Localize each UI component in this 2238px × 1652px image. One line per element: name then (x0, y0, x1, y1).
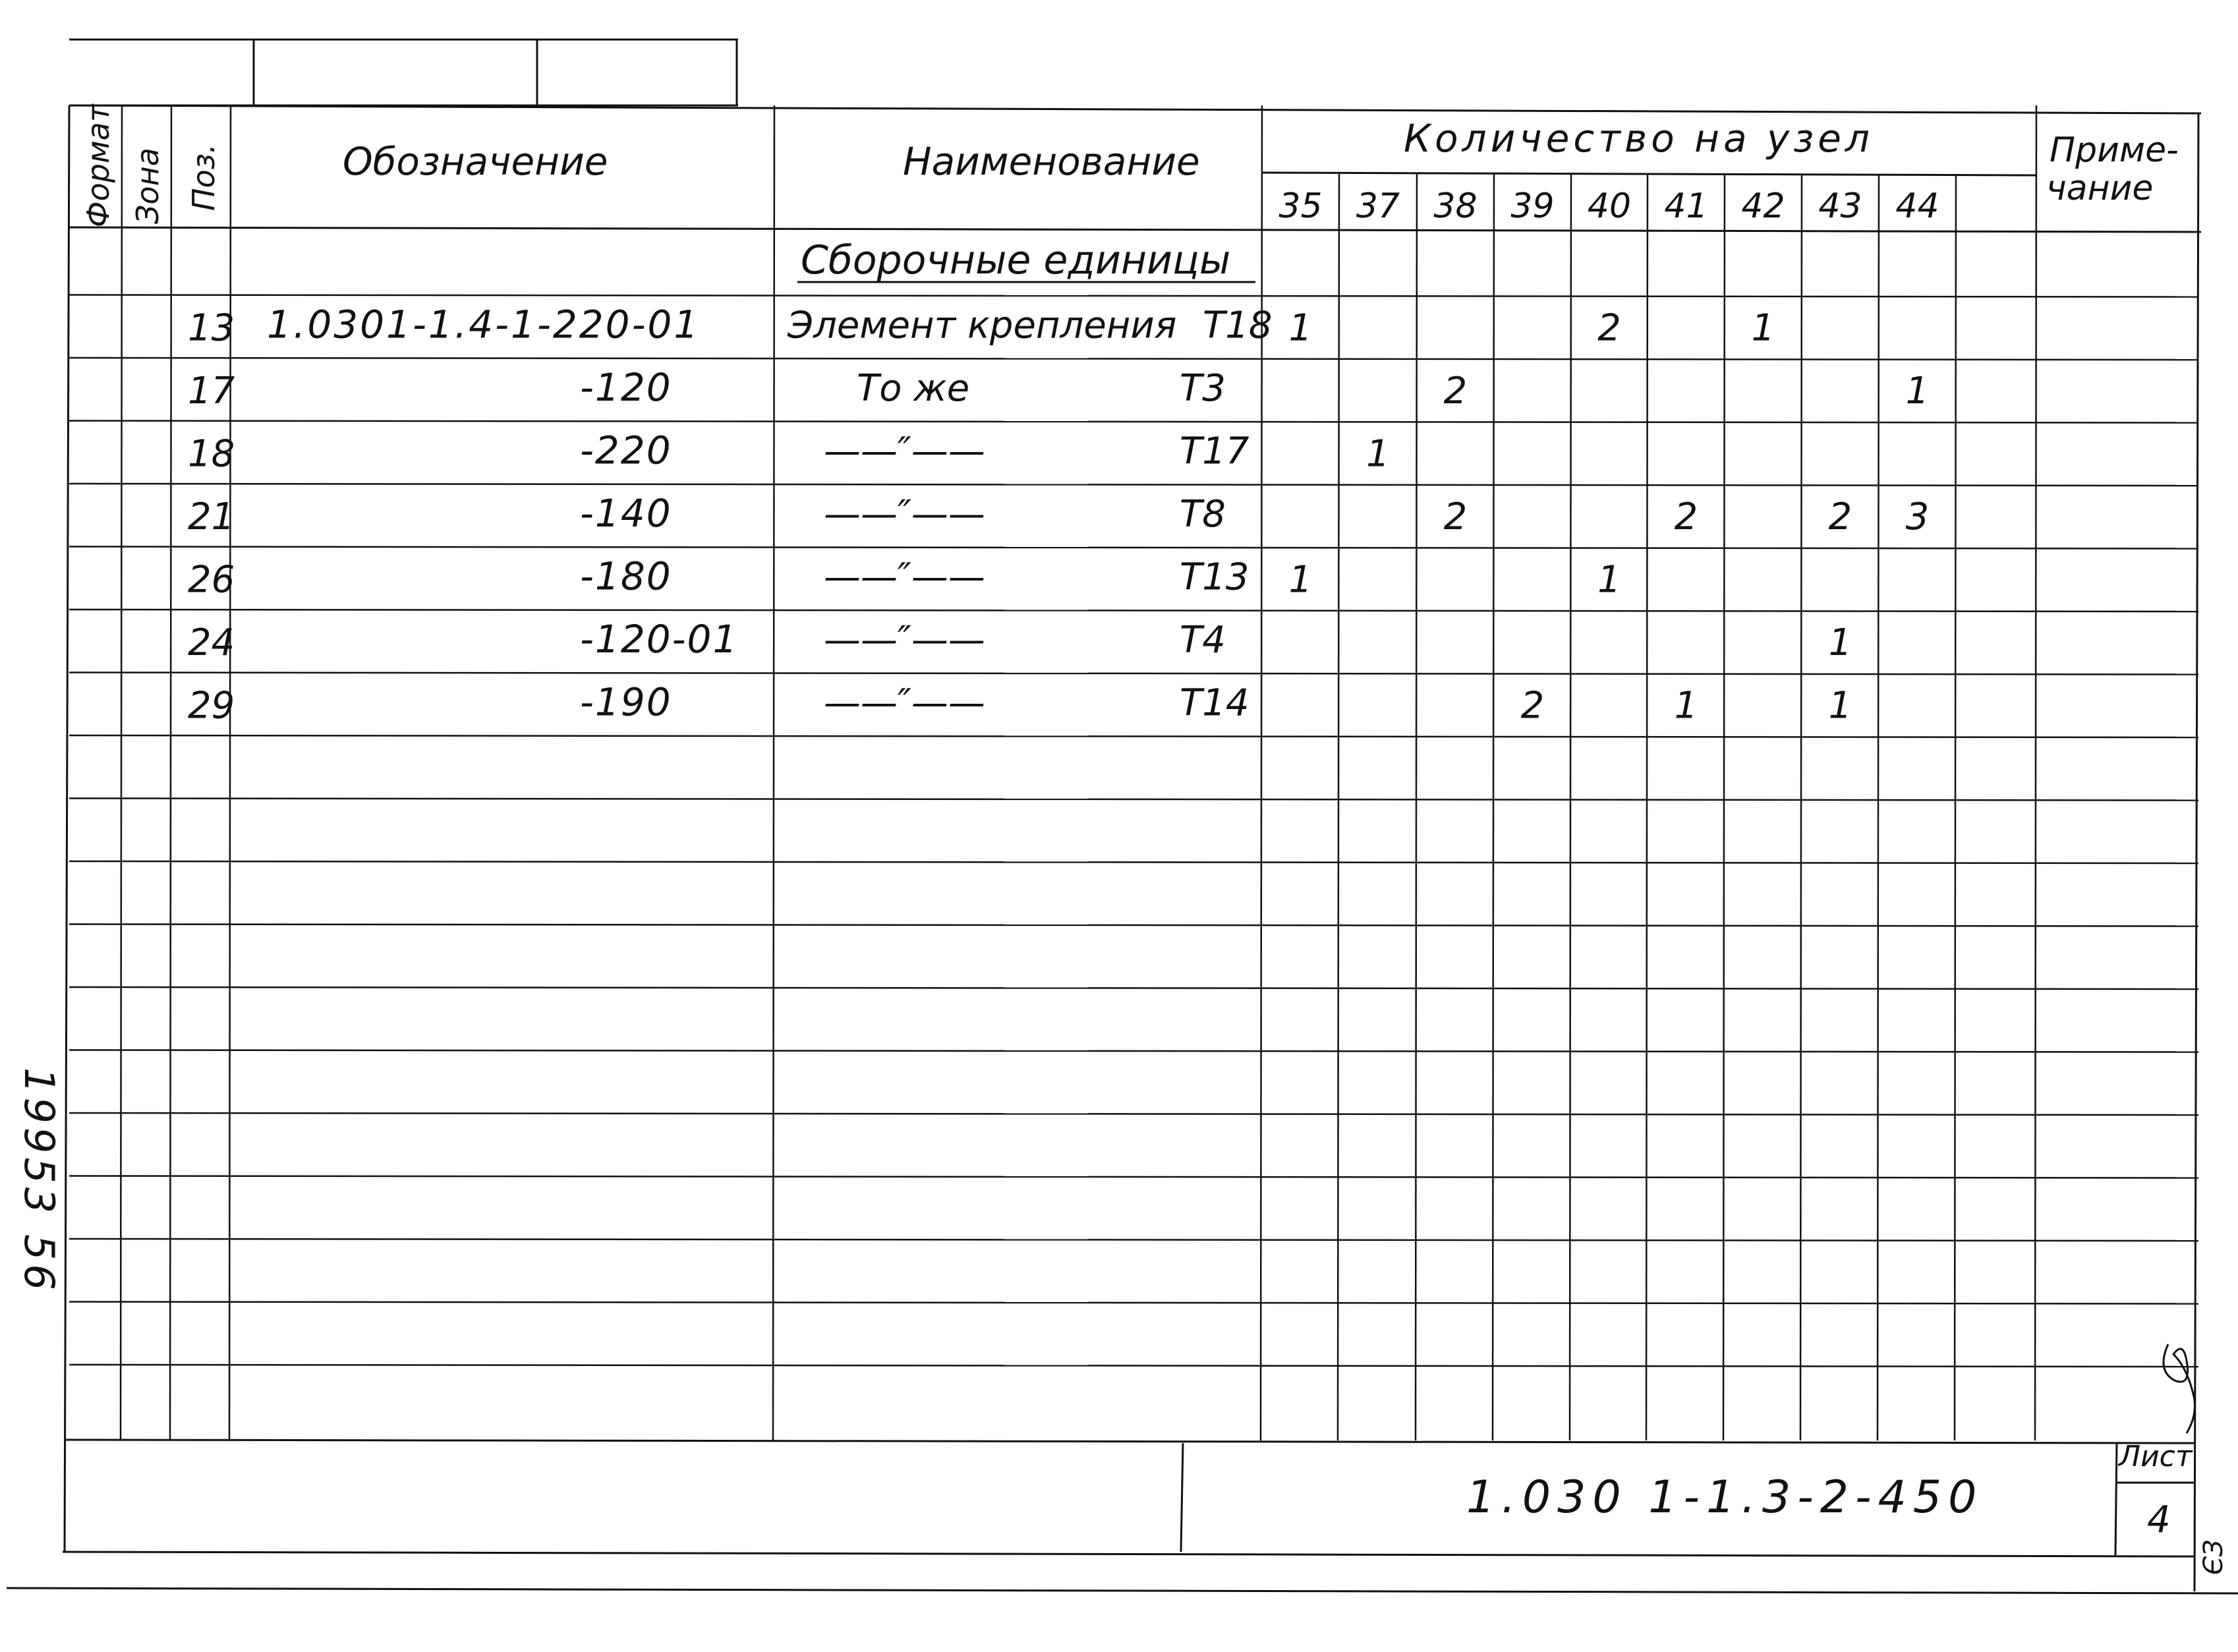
section-title: Сборочные единицы (801, 237, 1231, 283)
row-quantity: 1 (1751, 306, 1775, 350)
row-designation: -140 (580, 490, 672, 536)
quantity-column-header: 37 (1356, 186, 1400, 226)
row-name: ——″—— (824, 681, 985, 725)
row-designation: -180 (580, 554, 672, 599)
grid-row-line (69, 1050, 2198, 1052)
row-quantity: 1 (1597, 558, 1621, 602)
row-name: Элемент крепления (788, 304, 1177, 347)
row-code: Т4 (1180, 618, 1226, 662)
table-row (188, 679, 1852, 727)
grid-column-line (229, 105, 231, 1440)
quantity-column-header: 43 (1818, 186, 1862, 226)
grid-column-line (121, 105, 122, 1440)
grid-column-line (1878, 174, 1879, 1440)
row-designation: 1.0301-1.4-1-220-01 (267, 302, 701, 347)
header-note-line2: чание (2046, 169, 2154, 208)
row-quantity: 1 (1674, 684, 1698, 727)
table-row (188, 365, 1929, 413)
row-name: ——″—— (824, 492, 985, 536)
row-code: Т3 (1180, 366, 1226, 410)
header-format: Формат (80, 104, 116, 227)
row-position: 21 (188, 495, 235, 538)
quantity-column-header: 39 (1510, 186, 1555, 226)
row-name: ——″—— (824, 618, 985, 662)
quantity-column-header: 41 (1664, 186, 1708, 226)
grid-column-line (1493, 174, 1494, 1440)
row-name: То же (857, 366, 970, 410)
grid-row-line (69, 1176, 2198, 1178)
grid-column-line (1646, 174, 1648, 1440)
table-header (80, 103, 2189, 227)
row-quantity: 1 (1288, 306, 1313, 350)
row-quantity: 2 (1443, 369, 1468, 413)
grid-row-line (69, 925, 2198, 926)
row-quantity: 1 (1905, 369, 1930, 413)
grid-column-line (1416, 174, 1417, 1440)
row-code: Т13 (1180, 555, 1249, 599)
row-position: 24 (188, 621, 235, 664)
header-note (2046, 130, 2189, 208)
quantity-column-header: 35 (1278, 186, 1323, 226)
quantity-column-header: 38 (1433, 186, 1478, 226)
row-quantity: 1 (1828, 684, 1852, 727)
row-quantity: 3 (1905, 495, 1930, 538)
row-code: Т8 (1180, 492, 1226, 536)
table-row (188, 491, 1929, 538)
row-quantity: 2 (1828, 495, 1852, 538)
row-position: 18 (188, 432, 235, 476)
quantity-column-header: 42 (1741, 186, 1785, 226)
grid-row-line (69, 861, 2198, 863)
row-code: Т14 (1180, 681, 1249, 725)
row-quantity: 2 (1674, 495, 1698, 538)
quantity-column-header: 44 (1895, 186, 1939, 226)
row-code: Т18 (1203, 304, 1273, 347)
sheet-label: Лист (2119, 1440, 2193, 1473)
row-name: ——″—— (824, 430, 985, 473)
grid-row-line (69, 1239, 2198, 1241)
table-row (188, 617, 1852, 664)
row-designation: -120-01 (580, 616, 739, 662)
corner-mark: ЄЗ (2198, 1539, 2229, 1575)
table-row (188, 302, 1775, 349)
grid-row-line (69, 987, 2198, 989)
row-quantity: 2 (1520, 684, 1545, 727)
row-quantity: 2 (1597, 306, 1621, 350)
row-quantity: 2 (1443, 495, 1468, 538)
grid-column-line (1723, 174, 1725, 1440)
table-row (188, 428, 1390, 475)
header-pos: Поз. (186, 144, 221, 211)
grid-column-line (170, 105, 171, 1440)
row-position: 17 (188, 369, 235, 413)
grid-row-line (69, 1113, 2198, 1115)
grid-column-line (1955, 174, 1956, 1440)
header-quantity: Количество на узел (1404, 116, 1874, 161)
row-position: 13 (188, 306, 235, 350)
row-name: ——″—— (824, 555, 985, 599)
grid-column-line (1570, 174, 1571, 1440)
row-quantity: 1 (1288, 558, 1313, 602)
row-quantity: 1 (1828, 621, 1852, 664)
grid-column-line (1800, 174, 1802, 1440)
row-designation: -120 (580, 364, 672, 410)
document-code: 1.030 1-1.3-2-450 (1466, 1471, 1984, 1524)
row-designation: -220 (580, 428, 672, 473)
grid-column-line (1338, 174, 1339, 1440)
header-note-line1: Приме- (2050, 130, 2179, 170)
sheet-number: 4 (2147, 1498, 2171, 1541)
grid-row-line (69, 1302, 2198, 1304)
quantity-column-headers (1278, 186, 1939, 226)
table-row (188, 554, 1621, 601)
row-code: Т17 (1180, 430, 1249, 473)
quantity-column-header: 40 (1587, 186, 1632, 226)
signature-scribble (2164, 1344, 2195, 1433)
row-position: 26 (188, 558, 235, 602)
margin-stamp: 19953 56 (15, 1068, 63, 1294)
header-zone: Зона (130, 148, 165, 224)
row-quantity: 1 (1366, 432, 1390, 476)
header-name: Наименование (903, 139, 1200, 184)
header-designation: Обозначение (343, 139, 608, 184)
row-designation: -190 (580, 679, 672, 725)
grid-row-line (69, 799, 2198, 801)
row-position: 29 (188, 684, 235, 727)
specification-rows (188, 302, 1929, 727)
grid-row-line (69, 1365, 2198, 1367)
